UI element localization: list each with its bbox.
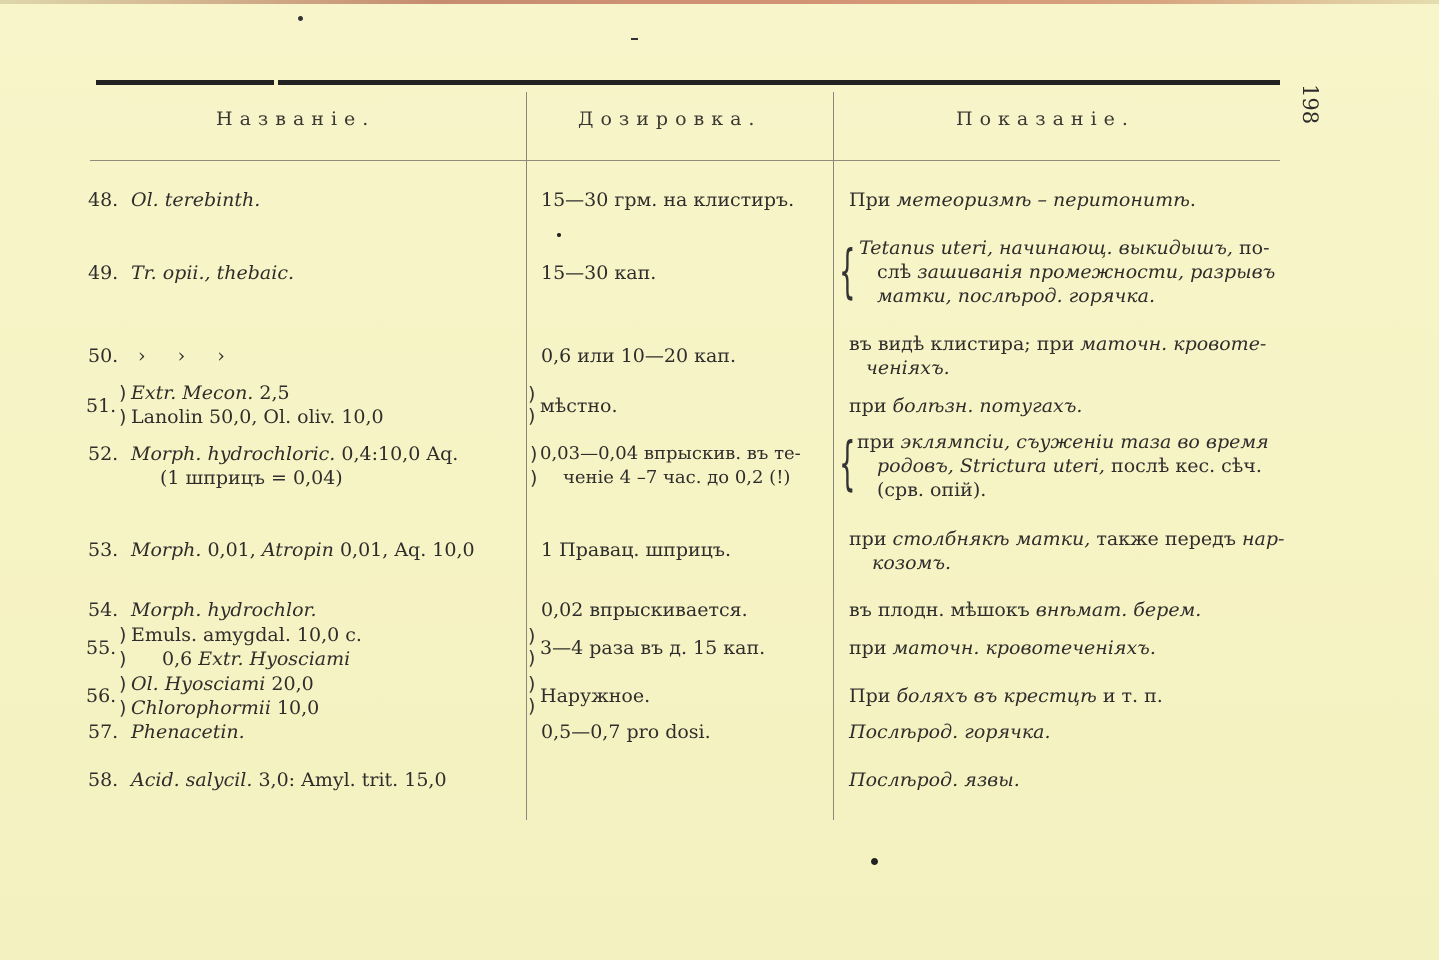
row-51-dose: мѣстно. <box>540 395 618 417</box>
row-55-dose: 3—4 раза въ д. 15 кап. <box>540 637 766 659</box>
row-52-ind-2b: послѣ кес. сѣч. <box>1111 455 1262 477</box>
row-56-name-2a: Chlorophormii <box>131 697 271 719</box>
row-50-indication-line-1 <box>849 332 1266 356</box>
row-53-name-b: 0,01, <box>207 539 256 561</box>
row-52-dose-paren-top: ) <box>530 443 538 465</box>
row-56-ind-term: боляхъ въ крестцѣ <box>896 685 1097 707</box>
row-54-dose: 0,02 впрыскивается. <box>541 599 748 621</box>
row-51-ind-term: болѣзн. потугахъ. <box>892 395 1083 417</box>
row-53-indication-line-2: козомъ. <box>872 552 952 574</box>
row-55-number: 55. <box>86 637 117 659</box>
row-53-ind-1d: нар- <box>1241 528 1285 550</box>
row-51-name-1b: 2,5 <box>259 382 290 404</box>
row-56-dose: Наружное. <box>540 685 651 707</box>
row-52-indication-line-3: (срв. опій). <box>877 479 987 501</box>
row-51-dose-paren-bottom: ) <box>528 405 536 427</box>
ink-speck <box>631 38 638 40</box>
row-58-name-b: 3,0: Amyl. trit. 15,0 <box>258 769 447 791</box>
row-55-paren-top: ) <box>119 624 127 646</box>
row-56-dose-paren-bottom: ) <box>528 695 536 717</box>
page-number: 198 <box>1298 84 1322 125</box>
row-52-dose-line-2: ченіе 4 –7 час. до 0,2 (!) <box>563 467 791 488</box>
row-49-indication-line-1 <box>859 236 1270 260</box>
row-58-name <box>131 768 447 792</box>
row-49-name <box>131 261 294 285</box>
row-50-ind-1a: въ видѣ клистира; при <box>849 333 1075 355</box>
row-52-dose-line-1: 0,03—0,04 впрыскив. въ те- <box>540 443 801 464</box>
row-56-name-line-1 <box>131 672 314 696</box>
row-56-name-2b: 10,0 <box>276 697 320 719</box>
row-51-name-line-1 <box>131 381 290 405</box>
row-49-ind-1a: Tetanus uteri, начинающ. выкидышъ, <box>859 237 1233 259</box>
row-49-ind-2a: слѣ <box>877 261 912 283</box>
row-48-dose: 15—30 грм. на клистиръ. <box>541 189 795 211</box>
row-57-indication: Послѣрод. горячка. <box>849 721 1051 743</box>
row-50-indication-line-2: ченіяхъ. <box>866 357 950 379</box>
row-53-name-d: 0,01, Aq. 10,0 <box>339 539 475 561</box>
row-51-number: 51. <box>86 395 117 417</box>
row-49-number: 49. <box>88 262 119 284</box>
row-49-name-a: Tr. opii., <box>131 262 211 284</box>
row-55-indication <box>849 636 1156 660</box>
row-52-dose-paren-bottom: ) <box>530 467 538 489</box>
row-48-indication <box>849 188 1196 212</box>
row-51-name-line-2: Lanolin 50,0, Ol. oliv. 10,0 <box>131 406 384 428</box>
row-52-name-1b: 0,4:10,0 Aq. <box>341 443 459 465</box>
row-56-name-1a: Ol. Hyosciami <box>131 673 266 695</box>
ink-dot <box>557 233 561 237</box>
row-52-name-1a: Morph. hydrochloric. <box>131 443 336 465</box>
row-56-paren-top: ) <box>119 673 127 695</box>
row-57-name: Phenacetin. <box>131 721 245 743</box>
row-56-name-1b: 20,0 <box>271 673 314 695</box>
row-54-ind-term: внѣмат. берем. <box>1035 599 1202 621</box>
row-56-ind-tail: и т. п. <box>1102 685 1163 707</box>
column-divider-1 <box>526 92 527 820</box>
row-52-ind-1b: эклямпсіи, съуженіи таза во время <box>900 431 1269 453</box>
row-55-name-2b: Extr. Hyosciami <box>198 648 351 670</box>
row-52-indication-line-1 <box>857 430 1269 454</box>
row-53-ind-1a: при <box>849 528 887 550</box>
row-49-brace: { <box>839 237 856 305</box>
row-48-number: 48. <box>88 189 119 211</box>
row-56-dose-paren-top: ) <box>528 673 536 695</box>
row-52-name-line-2: (1 шприцъ = 0,04) <box>160 467 343 489</box>
row-50-number: 50. <box>88 345 119 367</box>
row-53-dose: 1 Правац. шприцъ. <box>541 539 732 561</box>
ink-dot <box>871 858 878 865</box>
row-51-paren-bottom: ) <box>119 406 127 428</box>
ink-speck <box>298 16 303 21</box>
row-51-ind-lead: при <box>849 395 887 417</box>
row-54-name: Morph. hydrochlor. <box>131 599 317 621</box>
row-54-indication <box>849 598 1201 622</box>
row-54-number: 54. <box>88 599 119 621</box>
row-48-indication-lead: При <box>849 189 891 211</box>
row-48-indication-term: метеоризмѣ – перитонитѣ. <box>896 189 1196 211</box>
row-51-indication <box>849 394 1082 418</box>
header-dose: Дозировка. <box>578 108 762 130</box>
row-56-name-line-2 <box>131 696 319 720</box>
row-52-ind-1a: при <box>857 431 895 453</box>
row-53-ind-1b: столбнякѣ матки, <box>892 528 1091 550</box>
row-49-ind-1b: по- <box>1238 237 1270 259</box>
row-55-name-2a: 0,6 <box>162 648 193 670</box>
row-56-indication <box>849 684 1163 708</box>
row-50-dose: 0,6 или 10—20 кап. <box>541 345 736 367</box>
row-51-dose-paren-top: ) <box>528 383 536 405</box>
row-51-name-1a: Extr. Mecon. <box>131 382 254 404</box>
row-52-number: 52. <box>88 443 119 465</box>
header-name: Названіе. <box>216 108 376 130</box>
row-52-name-line-1 <box>131 442 458 466</box>
row-49-indication-line-2 <box>877 260 1275 284</box>
row-55-name-line-1: Emuls. amygdal. 10,0 c. <box>131 624 362 646</box>
row-56-number: 56. <box>86 685 117 707</box>
row-55-name-line-2 <box>162 647 350 671</box>
row-51-paren-top: ) <box>119 382 127 404</box>
row-56-paren-bottom: ) <box>119 697 127 719</box>
row-49-indication-line-3: матки, послѣрод. горячка. <box>877 285 1155 307</box>
row-52-brace: { <box>839 429 856 497</box>
table-top-rule <box>96 80 1280 85</box>
row-53-name <box>131 538 475 562</box>
row-54-ind-lead: въ плодн. мѣшокъ <box>849 599 1030 621</box>
row-57-number: 57. <box>88 721 119 743</box>
row-53-number: 53. <box>88 539 119 561</box>
row-50-ditto-marks: › › › <box>138 345 225 367</box>
row-55-paren-bottom: ) <box>119 648 127 670</box>
row-50-ind-1b: маточн. кровоте- <box>1080 333 1267 355</box>
header-bottom-rule <box>90 160 1280 161</box>
header-indication: Показаніе. <box>956 108 1135 130</box>
row-53-name-c: Atropin <box>261 539 334 561</box>
row-49-ind-2b: зашиванія промежности, разрывъ <box>917 261 1276 283</box>
row-58-indication: Послѣрод. язвы. <box>849 769 1020 791</box>
page-top-edge <box>0 0 1439 4</box>
column-divider-2 <box>833 92 834 820</box>
row-52-ind-2a: родовъ, Strictura uteri, <box>877 455 1105 477</box>
row-55-dose-paren-top: ) <box>528 625 536 647</box>
row-55-ind-lead: при <box>849 637 887 659</box>
row-57-dose: 0,5—0,7 pro dosi. <box>541 721 711 743</box>
row-55-dose-paren-bottom: ) <box>528 647 536 669</box>
row-55-ind-term: маточн. кровотеченіяхъ. <box>892 637 1156 659</box>
row-49-dose: 15—30 кап. <box>541 262 657 284</box>
row-48-name: Ol. terebinth. <box>131 189 261 211</box>
row-58-number: 58. <box>88 769 119 791</box>
row-53-indication-line-1 <box>849 527 1284 551</box>
row-53-name-a: Morph. <box>131 539 202 561</box>
row-52-indication-line-2 <box>877 454 1262 478</box>
row-56-ind-lead: При <box>849 685 891 707</box>
row-53-ind-1c: также передъ <box>1096 528 1236 550</box>
row-58-name-a: Acid. salycil. <box>131 769 253 791</box>
row-49-name-b: thebaic. <box>216 262 295 284</box>
